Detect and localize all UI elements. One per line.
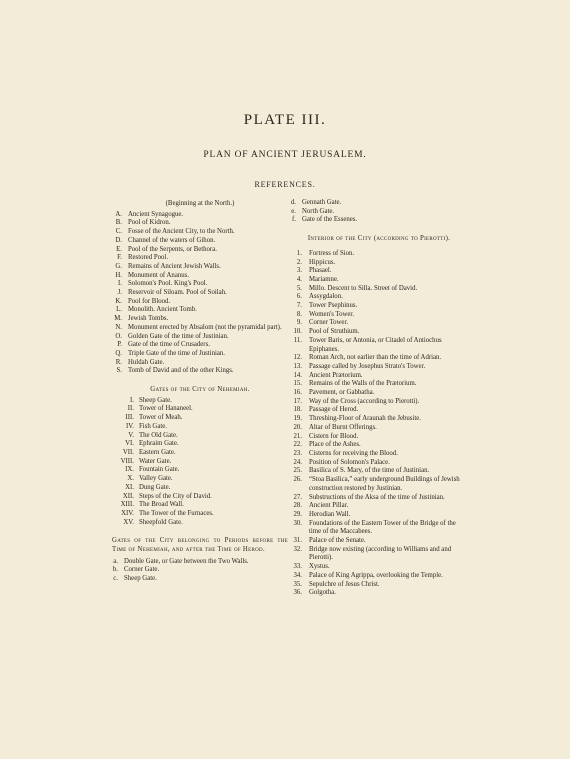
continued-gates-list — [290, 199, 468, 225]
letter-reference-item-key: C. — [115, 228, 122, 236]
nehemiah-gate-item-key: XIII. — [120, 501, 134, 509]
nehemiah-gate-item — [112, 484, 288, 493]
interior-reference-item-key: 14. — [293, 371, 302, 379]
letter-reference-item-key: O. — [115, 332, 122, 340]
interior-reference-item-key: 27. — [293, 493, 302, 501]
nehemiah-gate-item-text: Tower of Hananeel. — [139, 405, 193, 413]
letter-reference-item-text: Pool of Kidron. — [128, 219, 171, 227]
interior-reference-item — [290, 424, 468, 433]
interior-reference-item — [290, 433, 468, 442]
interior-reference-item-key: 16. — [293, 389, 302, 397]
interior-reference-item — [290, 572, 468, 581]
letter-reference-item — [112, 280, 288, 289]
period-gate-item — [112, 566, 288, 575]
nehemiah-gate-item-text: Dung Gate. — [139, 483, 171, 491]
interior-reference-item — [290, 328, 468, 337]
interior-reference-item-text: Mariamne. — [309, 275, 339, 283]
nehemiah-gate-item-text: The Tower of the Furnaces. — [139, 509, 214, 517]
interior-reference-item-text: Altar of Burnt Offerings. — [309, 423, 377, 431]
interior-reference-item-key: 22. — [293, 441, 302, 449]
right-column — [290, 199, 468, 598]
letter-reference-item — [112, 333, 288, 342]
nehemiah-gate-item — [112, 493, 288, 502]
letter-reference-item — [112, 211, 288, 220]
nehemiah-gate-item-key: VII. — [122, 448, 134, 456]
left-column — [112, 200, 288, 584]
interior-reference-item — [290, 563, 468, 572]
interior-reference-item — [290, 494, 468, 503]
interior-reference-item-text: Herodian Wall. — [309, 510, 351, 518]
interior-reference-item-text: Hippicus. — [309, 258, 336, 266]
letter-reference-item-key: E. — [116, 245, 122, 253]
interior-reference-item — [290, 363, 468, 372]
interior-reference-item — [290, 302, 468, 311]
nehemiah-gate-item-key: IX. — [125, 466, 134, 474]
interior-reference-item — [290, 398, 468, 407]
interior-reference-item-text: Palace of the Senate. — [309, 537, 366, 545]
interior-reference-item-key: 30. — [293, 519, 302, 527]
interior-reference-item-text: Place of the Ashes. — [309, 441, 361, 449]
interior-reference-item-key: 28. — [293, 502, 302, 510]
interior-reference-item-key: 17. — [293, 397, 302, 405]
interior-reference-item — [290, 389, 468, 398]
letter-reference-item-key: J. — [117, 289, 122, 297]
nehemiah-gate-item-text: Fountain Gate. — [139, 466, 180, 474]
interior-reference-item-text: Way of the Cross (according to Pierotti). — [309, 397, 420, 405]
continued-gate-item-key: e. — [291, 207, 296, 215]
interior-reference-item — [290, 589, 468, 598]
nehemiah-gate-item-key: V. — [128, 431, 134, 439]
plate-title: PLATE III. — [243, 112, 327, 128]
interior-reference-item — [290, 537, 468, 546]
interior-reference-item — [290, 319, 468, 328]
interior-reference-item-key: 24. — [293, 458, 302, 466]
letter-reference-item — [112, 315, 288, 324]
nehemiah-gate-item-text: Valley Gate. — [139, 475, 173, 483]
interior-reference-item — [290, 476, 468, 493]
interior-reference-item-text: Millo. Descent to Silla. Street of David. — [309, 284, 418, 292]
interior-reference-item — [290, 285, 468, 294]
continued-gate-item-text: Gennath Gate. — [302, 199, 342, 206]
interior-reference-item-key: 35. — [293, 580, 302, 588]
continued-gate-item — [290, 216, 468, 225]
interior-reference-item-text: Xystus. — [309, 563, 330, 571]
interior-reference-item — [290, 581, 468, 590]
letter-reference-item — [112, 289, 288, 298]
interior-reference-item-text: Golgotha. — [309, 589, 336, 597]
nehemiah-gate-item — [112, 501, 288, 510]
interior-heading: Interior of the City (according to Pierotti). — [307, 235, 451, 243]
letter-reference-item-key: D. — [115, 236, 122, 244]
interior-reference-item-text: Pavement, or Gabbatha. — [309, 389, 375, 397]
interior-reference-item-text: “Stoa Basilica,” early underground Buildings of Jewish construction restored by Justinian. — [309, 476, 460, 492]
letter-reference-item — [112, 246, 288, 255]
interior-reference-item-text: Substructions of the Aksa of the time of Justinian. — [309, 493, 445, 501]
letter-reference-item — [112, 306, 288, 315]
interior-reference-item-text: Women's Tower. — [309, 310, 355, 318]
interior-reference-item — [290, 511, 468, 520]
interior-reference-item-text: Phasael. — [309, 267, 332, 275]
interior-reference-item-text: Position of Solomon's Palace. — [309, 458, 390, 466]
nehemiah-gate-item-key: XIV. — [121, 509, 134, 517]
interior-reference-item-key: 1. — [296, 249, 302, 257]
interior-reference-item-text: Cistern for Blood. — [309, 432, 359, 440]
letter-reference-item-text: Monument of Ananus. — [128, 271, 189, 279]
letter-reference-item-key: H. — [115, 271, 122, 279]
period-gate-item-key: a. — [113, 557, 118, 565]
nehemiah-gate-item — [112, 440, 288, 449]
nehemiah-gate-item-key: VI. — [125, 440, 134, 448]
nehemiah-gate-item-key: X. — [127, 475, 134, 483]
nehemiah-gate-item-text: The Old Gate. — [139, 431, 178, 439]
nehemiah-gate-item-key: III. — [125, 414, 134, 422]
nehemiah-gate-item-key: I. — [130, 396, 134, 404]
letter-reference-item-text: Gate of the time of Crusaders. — [128, 341, 210, 349]
continued-gate-item-key: d. — [290, 199, 296, 206]
letter-reference-item — [112, 254, 288, 263]
nehemiah-gate-item-text: Sheepfold Gate. — [139, 518, 183, 526]
letter-reference-item-text: Jewish Tombs. — [128, 315, 169, 323]
nehemiah-gate-item — [112, 397, 288, 406]
letter-reference-item — [112, 237, 288, 246]
interior-reference-item-key: 7. — [296, 302, 302, 310]
interior-reference-item-key: 15. — [293, 380, 302, 388]
interior-reference-item-key: 19. — [293, 415, 302, 423]
letter-reference-item — [112, 219, 288, 228]
letter-reference-item — [112, 350, 288, 359]
letter-reference-item-text: Channel of the waters of Gihon. — [128, 236, 216, 244]
interior-reference-item — [290, 267, 468, 276]
period-gate-item — [112, 575, 288, 584]
nehemiah-gate-item — [112, 466, 288, 475]
letter-reference-item-key: N. — [115, 323, 122, 331]
interior-reference-item — [290, 337, 468, 354]
nehemiah-gate-item-text: Tower of Meah. — [139, 414, 183, 422]
interior-reference-item-key: 21. — [293, 432, 302, 440]
letter-reference-item-text: Fosse of the Ancient City, to the North. — [128, 228, 235, 236]
interior-reference-item-key: 18. — [293, 406, 302, 414]
interior-reference-item-text: Threshing-Floor of Araunah the Jebusite. — [309, 415, 421, 423]
letter-reference-item-text: Monument erected by Absalom (not the pyramidal part). — [128, 323, 282, 331]
nehemiah-gate-item-text: Eastern Gate. — [139, 448, 176, 456]
interior-reference-item-key: 13. — [293, 362, 302, 370]
interior-reference-item-key: 11. — [293, 336, 302, 344]
interior-reference-item — [290, 546, 468, 563]
nehemiah-gate-item-key: XII. — [122, 492, 134, 500]
letter-reference-item-key: F. — [117, 254, 122, 262]
period-gate-item-key: b. — [112, 566, 118, 574]
nehemiah-gate-item — [112, 510, 288, 519]
letter-reference-item — [112, 228, 288, 237]
references-title: REFERENCES. — [254, 180, 316, 189]
interior-reference-item-text: Pool of Struthium. — [309, 328, 360, 336]
period-gates-heading: Gates of the City belonging to Periods before the Time of Nehemiah, and after the Time of Herod. — [112, 537, 288, 554]
nehemiah-gate-item-text: The Broad Wall. — [139, 501, 184, 509]
letter-reference-item — [112, 272, 288, 281]
letter-reference-list — [112, 211, 288, 376]
interior-reference-item-key: 5. — [296, 284, 302, 292]
letter-reference-item-text: Pool of the Serpents, or Bethora. — [128, 245, 217, 253]
interior-reference-item-key: 2. — [296, 258, 302, 266]
interior-reference-item — [290, 380, 468, 389]
interior-reference-item-text: Tower Baris, or Antonia, or Citadel of Antiochus Epiphanes. — [309, 336, 442, 353]
letter-reference-item-text: Remains of Ancient Jewish Walls. — [128, 262, 221, 270]
continued-gate-item — [290, 208, 468, 217]
letter-reference-item-text: Solomon's Pool. King's Pool. — [128, 280, 208, 288]
interior-reference-item-text: Passage of Herod. — [309, 406, 359, 414]
interior-reference-item-text: Bridge now existing (according to Williams and and Pierotti). — [309, 545, 452, 562]
interior-reference-item-text: Passage called by Josephus Strato's Tower. — [309, 362, 426, 370]
letter-reference-item-key: B. — [115, 219, 122, 227]
nehemiah-gate-item-key: XV. — [123, 518, 134, 526]
interior-reference-item-text: Tower Psephinus. — [309, 302, 358, 310]
period-gate-item — [112, 558, 288, 567]
continued-gate-item-text: North Gate. — [302, 207, 335, 215]
interior-reference-list — [290, 250, 468, 598]
nehemiah-gate-item-key: XI. — [125, 483, 134, 491]
continued-gate-item-text: Gate of the Essenes. — [302, 216, 358, 224]
interior-reference-item-key: 31. — [293, 537, 302, 545]
nehemiah-gate-item-key: VIII. — [120, 457, 134, 465]
interior-reference-item-key: 10. — [293, 328, 302, 336]
letter-reference-item-text: Huldah Gate. — [128, 358, 165, 366]
period-gate-item-text: Double Gate, or Gate between the Two Walls. — [124, 557, 249, 565]
interior-reference-item — [290, 520, 468, 537]
letter-reference-item-key: P. — [117, 341, 122, 349]
period-gate-item-key: c. — [113, 575, 118, 583]
interior-reference-item-key: 8. — [296, 310, 302, 318]
interior-reference-item-key: 25. — [293, 467, 302, 475]
interior-reference-item-text: Palace of King Agrippa, overlooking the Temple. — [309, 571, 443, 579]
letter-reference-item-text: Pool for Blood. — [128, 297, 171, 305]
interior-reference-item — [290, 459, 468, 468]
period-gate-item-text: Corner Gate. — [124, 566, 160, 574]
continued-gate-item — [290, 199, 468, 208]
interior-reference-item-key: 23. — [293, 449, 302, 457]
interior-reference-item-text: Sepulchre of Jesus Christ. — [309, 580, 380, 588]
nehemiah-gate-item-key: IV. — [126, 422, 134, 430]
continued-gate-item-key: f. — [292, 216, 296, 224]
letter-reference-item-text: Tomb of David and of the other Kings. — [128, 367, 234, 375]
interior-reference-item — [290, 250, 468, 259]
nehemiah-gate-item-text: Fish Gate. — [139, 422, 167, 430]
letter-reference-item-text: Reservoir of Siloam. Pool of Soilah. — [128, 289, 227, 297]
letter-reference-item-key: A. — [115, 210, 122, 218]
interior-reference-item-text: Corner Tower. — [309, 319, 349, 327]
interior-reference-item — [290, 311, 468, 320]
letter-reference-item-key: M. — [114, 315, 122, 323]
interior-reference-item-key: 34. — [293, 571, 302, 579]
interior-reference-item — [290, 441, 468, 450]
letter-reference-item — [112, 359, 288, 368]
interior-reference-item — [290, 406, 468, 415]
interior-reference-item — [290, 467, 468, 476]
nehemiah-gates-heading: Gates of the City of Nehemiah. — [150, 386, 250, 394]
interior-reference-item-key: 20. — [293, 423, 302, 431]
letter-reference-item-key: L. — [116, 306, 122, 314]
interior-reference-item — [290, 259, 468, 268]
interior-reference-item-text: Foundations of the Eastern Tower of the Bridge of the time of the Maccabees. — [309, 519, 456, 536]
interior-reference-item-key: 26. — [293, 476, 302, 484]
nehemiah-gate-item — [112, 519, 288, 528]
nehemiah-gates-list — [112, 397, 288, 528]
period-gates-list — [112, 558, 288, 584]
letter-reference-item-text: Restored Pool. — [128, 254, 169, 262]
nehemiah-gate-item — [112, 475, 288, 484]
interior-reference-item-text: Basilica of S. Mary, of the time of Justinian. — [309, 467, 430, 475]
interior-reference-item-key: 3. — [296, 267, 302, 275]
nehemiah-gate-item — [112, 405, 288, 414]
letter-reference-item-text: Ancient Synagogue. — [128, 210, 184, 218]
period-gate-item-text: Sheep Gate. — [124, 575, 157, 583]
interior-reference-item-text: Fortress of Sion. — [309, 249, 355, 257]
nehemiah-gate-item — [112, 432, 288, 441]
letter-reference-item — [112, 341, 288, 350]
letter-reference-item-text: Monolith. Ancient Tomb. — [128, 306, 197, 314]
interior-reference-item — [290, 450, 468, 459]
interior-reference-item-key: 32. — [293, 545, 302, 553]
letter-reference-item-text: Golden Gate of the time of Justinian. — [128, 332, 229, 340]
plan-title: PLAN OF ANCIENT JERUSALEM. — [203, 150, 367, 160]
interior-reference-item-text: Assygdalon. — [309, 293, 343, 301]
interior-reference-item-key: 4. — [296, 275, 302, 283]
letter-reference-item — [112, 324, 288, 333]
letter-reference-item-key: G. — [115, 262, 122, 270]
interior-reference-item-key: 9. — [296, 319, 302, 327]
nehemiah-gate-item-key: II. — [127, 405, 134, 413]
nehemiah-gate-item — [112, 449, 288, 458]
interior-reference-item — [290, 276, 468, 285]
nehemiah-gate-item — [112, 414, 288, 423]
interior-reference-item-key: 6. — [296, 293, 302, 301]
nehemiah-gate-item — [112, 423, 288, 432]
interior-reference-item — [290, 502, 468, 511]
interior-reference-item-key: 12. — [293, 354, 302, 362]
nehemiah-gate-item — [112, 458, 288, 467]
interior-reference-item — [290, 293, 468, 302]
letter-reference-item-key: K. — [115, 297, 122, 305]
nehemiah-gate-item-text: Steps of the City of David. — [139, 492, 212, 500]
nehemiah-gate-item-text: Sheep Gate. — [139, 396, 172, 404]
letter-reference-item-key: S. — [116, 367, 122, 375]
interior-reference-item-key: 36. — [293, 589, 302, 597]
interior-reference-item-text: Remains of the Walls of the Prætorium. — [309, 380, 417, 388]
interior-reference-item-key: 29. — [293, 510, 302, 518]
letter-reference-item — [112, 263, 288, 272]
interior-reference-item-text: Ancient Pillar. — [309, 502, 349, 510]
beginning-note: (Beginning at the North.) — [165, 200, 235, 207]
interior-reference-item — [290, 354, 468, 363]
interior-reference-item — [290, 415, 468, 424]
letter-reference-item — [112, 298, 288, 307]
interior-reference-item-key: 33. — [293, 563, 302, 571]
nehemiah-gate-item-text: Ephraim Gate. — [139, 440, 179, 448]
interior-reference-item-text: Roman Arch, not earlier than the time of Adrian. — [309, 354, 442, 362]
letter-reference-item-key: R. — [115, 358, 122, 366]
letter-reference-item-key: I. — [118, 280, 122, 288]
interior-reference-item-text: Cisterns for receiving the Blood. — [309, 449, 398, 457]
letter-reference-item-key: Q. — [115, 349, 122, 357]
letter-reference-item-text: Triple Gate of the time of Justinian. — [128, 349, 225, 357]
interior-reference-item-text: Ancient Prætorium. — [309, 371, 363, 379]
letter-reference-item — [112, 367, 288, 376]
nehemiah-gate-item-text: Water Gate. — [139, 457, 172, 465]
interior-reference-item — [290, 372, 468, 381]
